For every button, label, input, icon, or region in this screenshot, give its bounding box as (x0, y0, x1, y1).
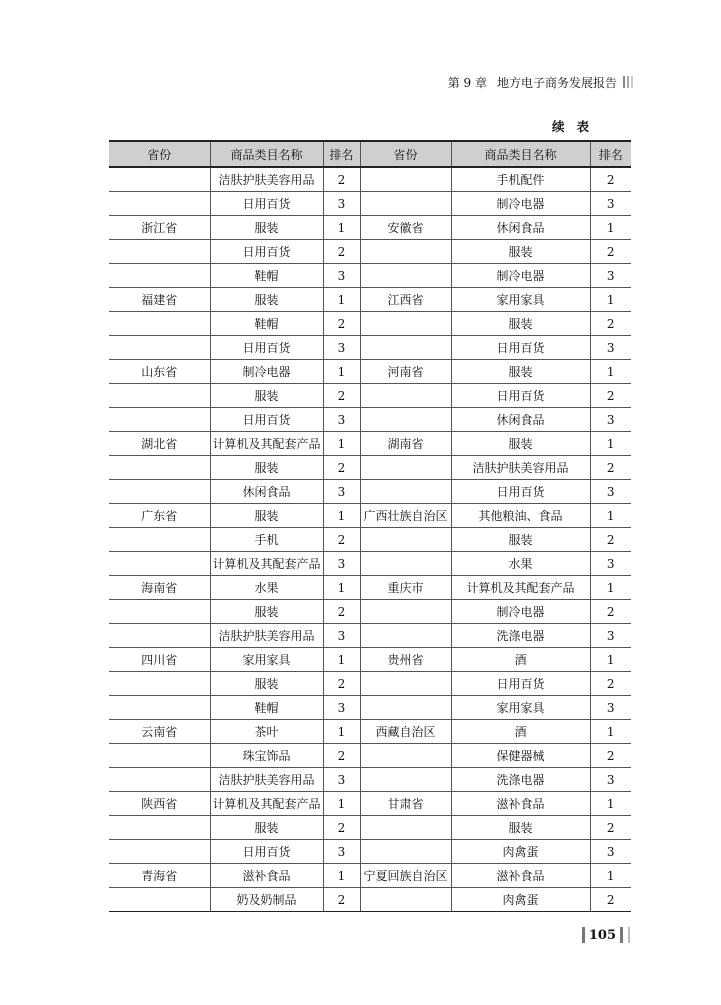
rank-cell: 3 (590, 408, 631, 432)
province-cell: 湖北省 (109, 432, 210, 456)
continued-label: 续表 (551, 119, 601, 134)
category-cell: 水果 (451, 552, 590, 576)
province-cell (360, 384, 451, 408)
rank-cell: 3 (590, 768, 631, 792)
province-cell (109, 552, 210, 576)
category-cell: 服装 (210, 288, 323, 312)
table-row (109, 816, 631, 840)
province-cell (109, 672, 210, 696)
province-cell (360, 240, 451, 264)
province-cell: 四川省 (109, 648, 210, 672)
rank-cell: 2 (590, 816, 631, 840)
rank-cell: 3 (590, 480, 631, 504)
province-cell (109, 408, 210, 432)
category-cell: 滋补食品 (451, 864, 590, 888)
province-cell (360, 816, 451, 840)
rank-cell: 1 (323, 864, 360, 888)
category-cell: 洁肤护肤美容用品 (210, 624, 323, 648)
province-cell: 重庆市 (360, 576, 451, 600)
province-cell: 福建省 (109, 288, 210, 312)
rank-cell: 2 (323, 744, 360, 768)
rank-cell: 2 (323, 672, 360, 696)
table-header-row (109, 141, 631, 167)
category-cell: 肉禽蛋 (451, 840, 590, 864)
page-number-area (578, 927, 631, 943)
rank-cell: 2 (323, 456, 360, 480)
province-cell: 贵州省 (360, 648, 451, 672)
rank-cell: 2 (323, 528, 360, 552)
province-cell (360, 167, 451, 192)
rank-cell: 1 (323, 576, 360, 600)
table-row (109, 792, 631, 816)
rank-cell: 3 (590, 696, 631, 720)
table-row (109, 720, 631, 744)
category-cell: 肉禽蛋 (451, 888, 590, 912)
table-row (109, 600, 631, 624)
province-cell (360, 840, 451, 864)
category-cell: 日用百货 (451, 336, 590, 360)
category-cell: 服装 (451, 528, 590, 552)
table-row (109, 360, 631, 384)
page-bar-ornament (620, 927, 623, 943)
province-cell (360, 480, 451, 504)
rank-cell: 2 (323, 888, 360, 912)
category-cell: 服装 (210, 672, 323, 696)
rank-cell: 1 (323, 648, 360, 672)
rank-cell: 3 (590, 264, 631, 288)
table-row (109, 888, 631, 912)
category-cell: 酒 (451, 648, 590, 672)
rank-cell: 3 (323, 840, 360, 864)
rank-cell: 2 (590, 456, 631, 480)
province-cell (109, 768, 210, 792)
rank-cell: 1 (590, 360, 631, 384)
category-cell: 洗涤电器 (451, 768, 590, 792)
rank-cell: 2 (590, 312, 631, 336)
province-cell: 云南省 (109, 720, 210, 744)
rank-cell: 3 (590, 624, 631, 648)
category-cell: 服装 (210, 600, 323, 624)
category-cell: 家用家具 (210, 648, 323, 672)
category-cell: 休闲食品 (451, 408, 590, 432)
chapter-number: 第 9 章 (447, 75, 487, 90)
province-cell: 河南省 (360, 360, 451, 384)
category-cell: 日用百货 (210, 240, 323, 264)
category-cell: 酒 (451, 720, 590, 744)
province-cell: 山东省 (109, 360, 210, 384)
table-row (109, 480, 631, 504)
category-cell: 服装 (210, 456, 323, 480)
category-cell: 计算机及其配套产品 (210, 552, 323, 576)
rank-cell: 2 (590, 744, 631, 768)
category-cell: 服装 (210, 384, 323, 408)
province-cell (360, 768, 451, 792)
rank-cell: 2 (323, 384, 360, 408)
category-cell: 计算机及其配套产品 (210, 792, 323, 816)
category-cell: 奶及奶制品 (210, 888, 323, 912)
category-cell: 保健器械 (451, 744, 590, 768)
rank-cell: 2 (323, 312, 360, 336)
province-cell (360, 600, 451, 624)
province-cell (109, 744, 210, 768)
category-cell: 其他粮油、食品 (451, 504, 590, 528)
category-cell: 日用百货 (210, 840, 323, 864)
province-cell (360, 264, 451, 288)
province-cell (360, 552, 451, 576)
rank-cell: 2 (590, 888, 631, 912)
province-cell (109, 480, 210, 504)
category-cell: 服装 (451, 432, 590, 456)
rank-cell: 3 (323, 192, 360, 216)
province-cell (109, 528, 210, 552)
category-cell: 滋补食品 (451, 792, 590, 816)
category-cell: 洁肤护肤美容用品 (451, 456, 590, 480)
province-cell (109, 312, 210, 336)
category-cell: 服装 (451, 240, 590, 264)
province-cell (109, 816, 210, 840)
province-cell (109, 384, 210, 408)
province-cell: 海南省 (109, 576, 210, 600)
rank-cell: 1 (590, 432, 631, 456)
category-cell: 洁肤护肤美容用品 (210, 167, 323, 192)
rank-cell: 3 (323, 696, 360, 720)
table-row (109, 552, 631, 576)
province-cell: 甘肃省 (360, 792, 451, 816)
rank-cell: 2 (323, 167, 360, 192)
rank-cell: 1 (590, 288, 631, 312)
rank-cell: 1 (323, 288, 360, 312)
rank-cell: 2 (590, 600, 631, 624)
province-cell (360, 672, 451, 696)
province-cell (109, 624, 210, 648)
category-cell: 日用百货 (451, 672, 590, 696)
province-cell: 陕西省 (109, 792, 210, 816)
category-cell: 茶叶 (210, 720, 323, 744)
category-cell: 日用百货 (451, 384, 590, 408)
category-cell: 服装 (210, 216, 323, 240)
category-cell: 制冷电器 (451, 600, 590, 624)
rank-cell: 1 (590, 504, 631, 528)
rank-cell: 3 (590, 336, 631, 360)
province-cell: 湖南省 (360, 432, 451, 456)
table-row (109, 240, 631, 264)
rank-cell: 1 (323, 432, 360, 456)
table-row (109, 216, 631, 240)
rank-cell: 1 (590, 648, 631, 672)
province-cell: 江西省 (360, 288, 451, 312)
table-row (109, 624, 631, 648)
rank-cell: 2 (323, 240, 360, 264)
province-cell: 广东省 (109, 504, 210, 528)
rank-cell: 3 (323, 264, 360, 288)
category-cell: 滋补食品 (210, 864, 323, 888)
table-row (109, 864, 631, 888)
province-cell (360, 312, 451, 336)
province-cell (360, 624, 451, 648)
category-cell: 休闲食品 (210, 480, 323, 504)
table-row (109, 192, 631, 216)
rank-cell: 2 (590, 672, 631, 696)
province-cell (360, 336, 451, 360)
category-cell: 休闲食品 (451, 216, 590, 240)
rank-cell: 3 (323, 336, 360, 360)
table-row (109, 167, 631, 192)
table-row (109, 264, 631, 288)
rank-cell: 3 (323, 408, 360, 432)
category-cell: 服装 (451, 816, 590, 840)
rank-cell: 1 (590, 576, 631, 600)
rank-cell: 3 (590, 552, 631, 576)
province-cell (109, 336, 210, 360)
column-header: 省份 (360, 141, 451, 167)
category-cell: 家用家具 (451, 696, 590, 720)
rank-cell: 1 (323, 216, 360, 240)
rank-cell: 1 (590, 720, 631, 744)
category-cell: 手机 (210, 528, 323, 552)
running-header (448, 73, 633, 91)
category-cell: 珠宝饰品 (210, 744, 323, 768)
rank-cell: 3 (590, 840, 631, 864)
table-row (109, 312, 631, 336)
province-cell (360, 696, 451, 720)
column-header: 商品类目名称 (451, 141, 590, 167)
province-cell: 安徽省 (360, 216, 451, 240)
province-cell: 浙江省 (109, 216, 210, 240)
header-bar-ornament (623, 76, 633, 88)
rank-cell: 2 (590, 384, 631, 408)
rank-cell: 3 (323, 480, 360, 504)
category-cell: 水果 (210, 576, 323, 600)
province-cell (109, 264, 210, 288)
rank-cell: 3 (323, 552, 360, 576)
rank-cell: 1 (590, 864, 631, 888)
table-row (109, 768, 631, 792)
table-row (109, 456, 631, 480)
page-number: 105 (588, 927, 616, 943)
category-cell: 手机配件 (451, 167, 590, 192)
rank-cell: 1 (323, 504, 360, 528)
province-cell (360, 744, 451, 768)
table-row (109, 336, 631, 360)
rank-cell: 2 (590, 528, 631, 552)
province-cell: 青海省 (109, 864, 210, 888)
category-cell: 服装 (451, 360, 590, 384)
category-cell: 制冷电器 (451, 264, 590, 288)
table-row (109, 696, 631, 720)
column-header: 排名 (323, 141, 360, 167)
province-cell (109, 240, 210, 264)
table-row (109, 288, 631, 312)
rank-cell: 3 (590, 192, 631, 216)
province-cell (109, 167, 210, 192)
rank-cell: 2 (590, 240, 631, 264)
rank-cell: 2 (323, 600, 360, 624)
province-cell (109, 456, 210, 480)
category-cell: 洁肤护肤美容用品 (210, 768, 323, 792)
rank-cell: 3 (323, 768, 360, 792)
category-cell: 计算机及其配套产品 (451, 576, 590, 600)
province-cell: 宁夏回族自治区 (360, 864, 451, 888)
rank-cell: 1 (590, 792, 631, 816)
province-cell (360, 456, 451, 480)
table-row (109, 528, 631, 552)
province-cell (109, 600, 210, 624)
column-header: 排名 (590, 141, 631, 167)
category-cell: 服装 (451, 312, 590, 336)
ranking-table (109, 140, 631, 912)
rank-cell: 2 (323, 816, 360, 840)
category-cell: 鞋帽 (210, 696, 323, 720)
category-cell: 服装 (210, 816, 323, 840)
category-cell: 计算机及其配套产品 (210, 432, 323, 456)
table-body (109, 167, 631, 912)
table-row (109, 576, 631, 600)
province-cell (109, 888, 210, 912)
category-cell: 日用百货 (451, 480, 590, 504)
column-header: 省份 (109, 141, 210, 167)
rank-cell: 1 (323, 360, 360, 384)
table-row (109, 648, 631, 672)
province-cell (360, 408, 451, 432)
rank-cell: 3 (323, 624, 360, 648)
category-cell: 洗涤电器 (451, 624, 590, 648)
page-bar-ornament (582, 927, 585, 943)
rank-cell: 1 (323, 720, 360, 744)
province-cell (109, 696, 210, 720)
chapter-title: 地方电子商务发展报告 (496, 75, 617, 90)
table-row (109, 432, 631, 456)
category-cell: 制冷电器 (451, 192, 590, 216)
table-row (109, 504, 631, 528)
column-header: 商品类目名称 (210, 141, 323, 167)
category-cell: 制冷电器 (210, 360, 323, 384)
rank-cell: 2 (590, 167, 631, 192)
category-cell: 家用家具 (451, 288, 590, 312)
category-cell: 鞋帽 (210, 264, 323, 288)
province-cell (109, 840, 210, 864)
province-cell (360, 528, 451, 552)
table-row (109, 744, 631, 768)
table-row (109, 384, 631, 408)
table-row (109, 672, 631, 696)
table-row (109, 408, 631, 432)
category-cell: 服装 (210, 504, 323, 528)
table-row (109, 840, 631, 864)
category-cell: 鞋帽 (210, 312, 323, 336)
rank-cell: 1 (590, 216, 631, 240)
province-cell: 广西壮族自治区 (360, 504, 451, 528)
province-cell: 西藏自治区 (360, 720, 451, 744)
province-cell (109, 192, 210, 216)
category-cell: 日用百货 (210, 408, 323, 432)
rank-cell: 1 (323, 792, 360, 816)
province-cell (360, 888, 451, 912)
province-cell (360, 192, 451, 216)
category-cell: 日用百货 (210, 336, 323, 360)
category-cell: 日用百货 (210, 192, 323, 216)
